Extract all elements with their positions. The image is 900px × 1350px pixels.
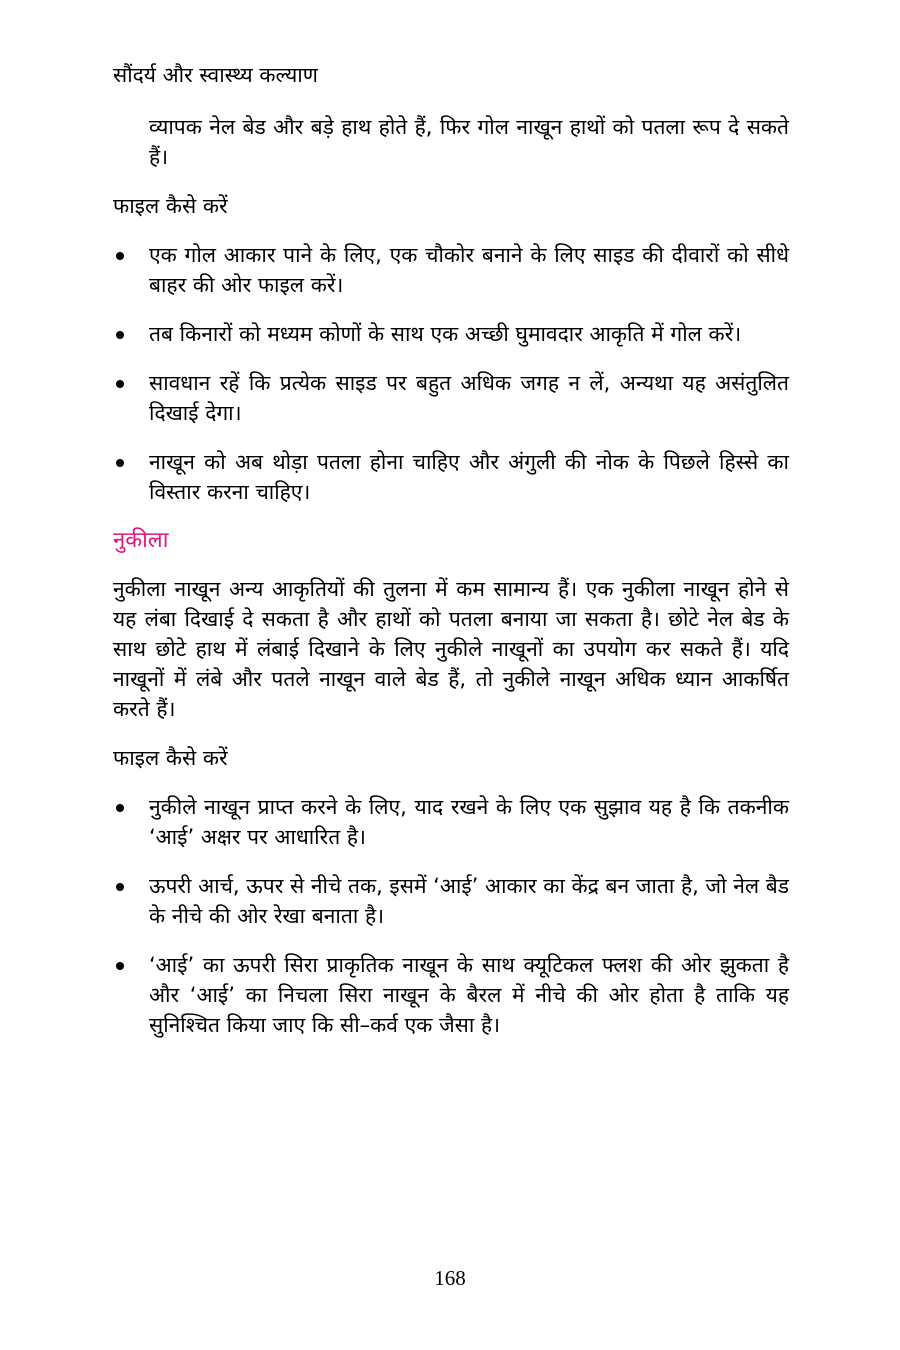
list-item-text: ऊपरी आर्च, ऊपर से नीचे तक, इसमें ‘आई’ आकार का केंद्र बन जाता है, जो नेल बैड के नीचे की ओर रेखा बनाता है। (149, 874, 789, 928)
pointed-filing-bullet-list (113, 792, 789, 1040)
list-item-text: तब किनारों को मध्यम कोणों के साथ एक अच्छी घुमावदार आकृति में गोल करें। (149, 322, 742, 346)
round-filing-subheading: फाइल कैसे करें (113, 194, 228, 218)
list-item (113, 240, 789, 300)
section-heading-pointed: नुकीला (113, 528, 169, 553)
bullet-icon (116, 962, 124, 970)
list-item (113, 871, 789, 931)
round-filing-bullet-list (113, 240, 789, 507)
pointed-paragraph: नुकीला नाखून अन्य आकृतियों की तुलना में कम सामान्य हैं। एक नुकीला नाखून होने से यह लंबा दिखाई दे सकता है और हाथों को पतला बनाया जा सकता है। छोटे नेल बेड के साथ छोटे हाथ में लंबाई दिखाने के लिए नुकीले नाखूनों का उपयोग कर सकते हैं। यदि नाखूनों में लंबे और पतले नाखून वाले बेड हैं, तो नुकीले नाखून अधिक ध्यान आकर्षित करते हैं। (113, 577, 789, 721)
list-item-text: एक गोल आकार पाने के लिए, एक चौकोर बनाने के लिए साइड की दीवारों को सीधे बाहर की ओर फाइल करें। (149, 243, 789, 297)
bullet-icon (116, 804, 124, 812)
list-item-text: नाखून को अब थोड़ा पतला होना चाहिए और अंगुली की नोक के पिछले हिस्से का विस्तार करना चाहिए। (149, 450, 789, 504)
running-header: सौंदर्य और स्वास्थ्य कल्याण (113, 63, 318, 87)
list-item (113, 792, 789, 852)
list-item (113, 319, 789, 349)
list-item (113, 368, 789, 428)
bullet-icon (116, 459, 124, 467)
list-item (113, 950, 789, 1040)
bullet-icon (116, 380, 124, 388)
pointed-filing-subheading: फाइल कैसे करें (113, 746, 228, 770)
list-item-text: नुकीले नाखून प्राप्त करने के लिए, याद रखने के लिए एक सुझाव यह है कि तकनीक ‘आई’ अक्षर पर आधारित है। (149, 795, 789, 849)
list-item-text: सावधान रहें कि प्रत्येक साइड पर बहुत अधिक जगह न लें, अन्यथा यह असंतुलित दिखाई देगा। (149, 371, 789, 425)
bullet-icon (116, 331, 124, 339)
page-number: 168 (434, 1266, 466, 1290)
list-item (113, 447, 789, 507)
bullet-icon (116, 252, 124, 260)
page-body (113, 112, 789, 1059)
list-item-text: ‘आई’ का ऊपरी सिरा प्राकृतिक नाखून के साथ क्यूटिकल फ्लश की ओर झुकता है और ‘आई’ का निचला सिरा नाखून के बैरल में नीचे की ओर होता है ताकि यह सुनिश्चित किया जाए कि सी–कर्व एक जैसा है। (149, 953, 789, 1037)
continued-paragraph: व्यापक नेल बेड और बड़े हाथ होते हैं, फिर गोल नाखून हाथों को पतला रूप दे सकते हैं। (149, 115, 789, 169)
bullet-icon (116, 883, 124, 891)
